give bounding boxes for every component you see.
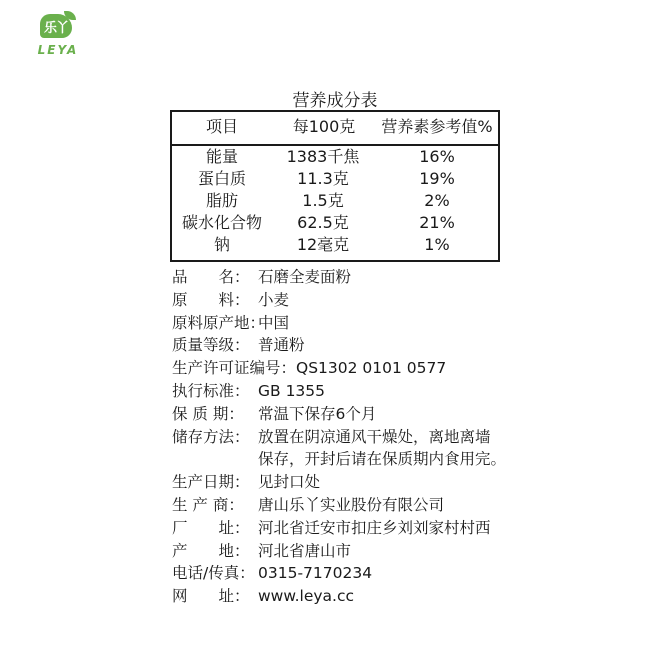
info-row-website — [172, 585, 652, 608]
info-value: GB 1355 — [258, 381, 326, 400]
nutrient-name: 脂肪 — [205, 191, 238, 210]
nutrient-nrv: 2% — [424, 191, 450, 210]
nutrition-table-header — [172, 112, 498, 146]
nutrient-nrv: 19% — [419, 169, 455, 188]
info-row-manufacturer — [172, 494, 652, 517]
info-value: 河北省迁安市扣庄乡刘刘家村村西 — [258, 518, 491, 537]
info-value: 普通粉 — [258, 336, 305, 355]
nutrient-amount: 11.3克 — [297, 169, 349, 188]
info-value: 唐山乐丫实业股份有限公司 — [258, 495, 445, 514]
info-value: 0315-7170234 — [258, 564, 373, 583]
info-label: 厂 址： — [172, 518, 250, 537]
info-row-storage-continued — [172, 448, 652, 471]
info-value: QS1302 0101 0577 — [296, 359, 447, 378]
info-value: 保存，开封后请在保质期内食用完。 — [258, 450, 507, 469]
leya-logo — [30, 14, 86, 60]
header-item: 项目 — [205, 117, 238, 136]
info-label: 原料原产地： — [172, 313, 266, 332]
nutrition-table-title: 营养成分表 — [292, 91, 378, 111]
product-info — [172, 266, 652, 608]
logo-text: LEYA — [37, 43, 79, 57]
logo-badge: 乐丫 — [40, 14, 72, 38]
info-row-storage — [172, 426, 652, 449]
info-value: 见封口处 — [258, 473, 321, 492]
info-row-place-of-production — [172, 540, 652, 563]
header-nrv: 营养素参考值% — [381, 117, 493, 136]
info-value: 石磨全麦面粉 — [258, 268, 352, 286]
nutrition-row-energy — [172, 146, 498, 168]
info-label: 产 地： — [172, 541, 250, 560]
info-label: 生产日期： — [172, 473, 250, 492]
info-label: 质量等级： — [172, 336, 250, 355]
nutrient-name: 钠 — [213, 235, 230, 254]
nutrition-table — [170, 110, 500, 262]
info-row-production-date — [172, 471, 652, 494]
website-link: www.leya.cc — [258, 587, 355, 606]
nutrient-name: 碳水化合物 — [181, 213, 262, 232]
nutrient-amount: 62.5克 — [297, 213, 349, 232]
nutrient-amount: 1383千焦 — [286, 147, 360, 166]
info-value: 河北省唐山市 — [258, 541, 352, 560]
info-row-product-name — [172, 266, 652, 289]
nutrient-name: 蛋白质 — [197, 169, 246, 188]
info-label: 储存方法： — [172, 427, 250, 446]
info-label: 电话/传真： — [172, 564, 255, 583]
nutrition-row-sodium — [172, 234, 498, 256]
info-label: 原 料： — [172, 290, 250, 309]
info-label: 品 名： — [172, 268, 250, 286]
info-row-license — [172, 357, 652, 380]
info-row-phone-fax — [172, 562, 652, 585]
nutrient-amount: 1.5克 — [302, 191, 344, 210]
nutrient-amount: 12毫克 — [296, 235, 350, 254]
info-value: 中国 — [258, 313, 290, 332]
info-label: 保 质 期： — [172, 404, 244, 423]
info-row-grade — [172, 334, 652, 357]
info-row-standard — [172, 380, 652, 403]
info-row-factory-address — [172, 517, 652, 540]
info-label: 网 址： — [172, 587, 250, 606]
nutrition-row-protein — [172, 168, 498, 190]
header-per-100g: 每100克 — [292, 117, 356, 136]
nutrient-nrv: 1% — [424, 235, 450, 254]
info-label: 生 产 商： — [172, 495, 244, 514]
info-value: 放置在阴凉通风干燥处，离地离墙 — [258, 427, 491, 446]
nutrition-row-carbohydrate — [172, 212, 498, 234]
info-row-origin — [172, 312, 652, 335]
info-value: 小麦 — [258, 290, 290, 309]
info-row-ingredients — [172, 289, 652, 312]
nutrient-name: 能量 — [205, 147, 238, 166]
info-row-shelf-life — [172, 403, 652, 426]
nutrient-nrv: 21% — [419, 213, 455, 232]
nutrition-row-fat — [172, 190, 498, 212]
nutrient-nrv: 16% — [419, 147, 455, 166]
info-label: 生产许可证编号： — [172, 359, 297, 378]
info-value: 常温下保存6个月 — [258, 404, 377, 423]
info-label: 执行标准： — [172, 381, 250, 400]
